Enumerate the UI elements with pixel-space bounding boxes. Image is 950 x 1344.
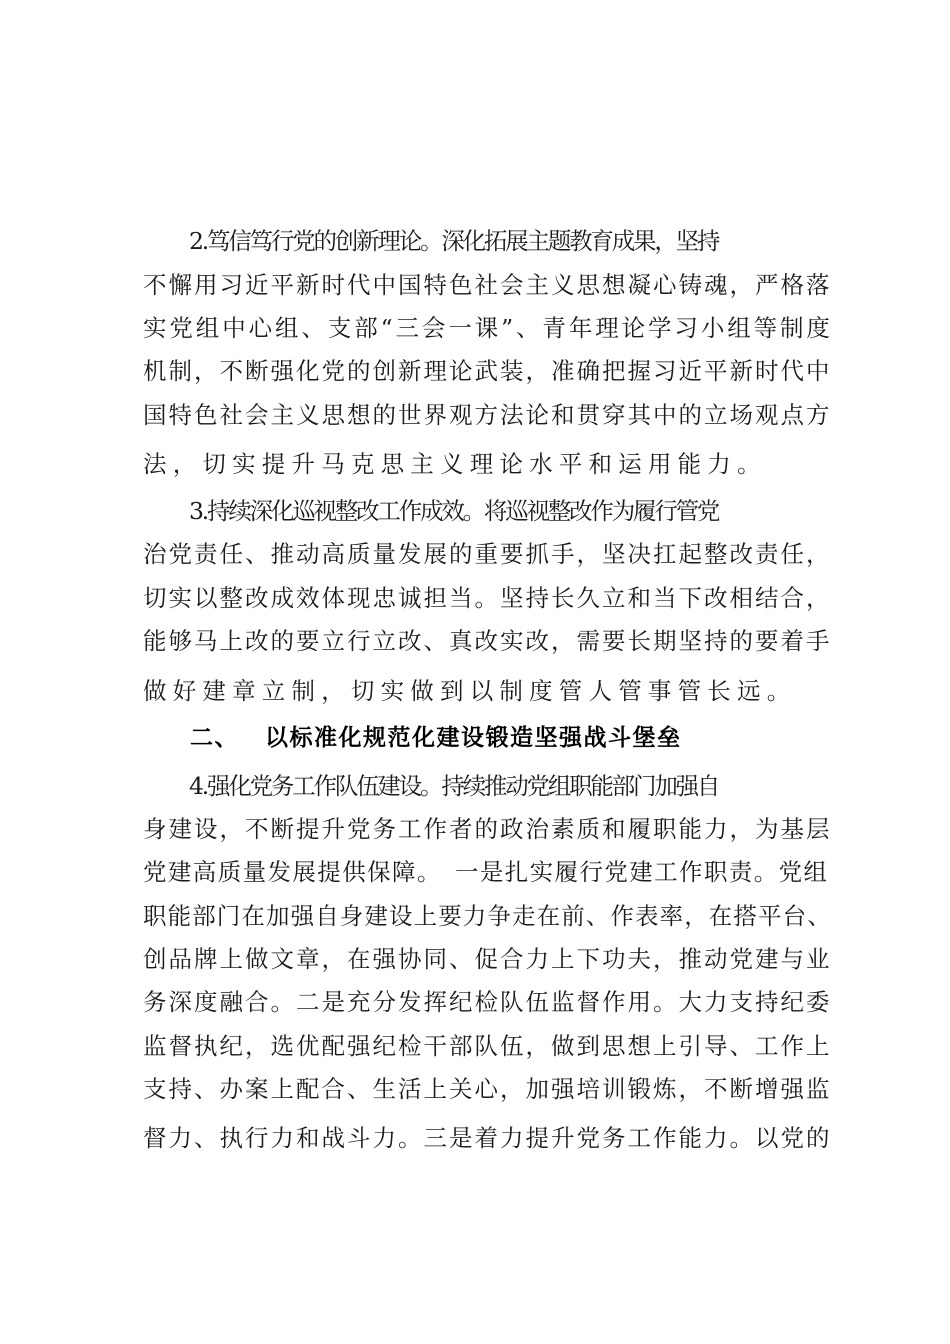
paragraph-4-line-8: 支持、办案上配合、生活上关心，加强培训锻炼，不断增强监 xyxy=(143,1075,832,1103)
paragraph-3-line-3: 切实以整改成效体现忠诚担当。坚持长久立和当下改相结合， xyxy=(143,584,832,612)
paragraph-2-line-3: 实党组中心组、支部“三会一课”、青年理论学习小组等制度 xyxy=(143,314,833,342)
paragraph-2-line-6: 法，切实提升马克思主义理论水平和运用能力。 xyxy=(143,450,767,478)
paragraph-2-line-5: 国特色社会主义思想的世界观方法论和贯穿其中的立场观点方 xyxy=(143,401,832,429)
paragraph-3-line-4: 能够马上改的要立行立改、真改实改，需要长期坚持的要着手 xyxy=(143,627,832,655)
section-heading-text: 以标准化规范化建设锻造坚强战斗堡垒 xyxy=(265,725,682,751)
paragraph-3-line-5: 做好建章立制，切实做到以制度管人管事管长远。 xyxy=(143,677,797,705)
paragraph-3-line-1: 3.持续深化巡视整改工作成效。将巡视整改作为履行管党 xyxy=(189,497,719,525)
section-heading-number: 二、 xyxy=(190,725,239,751)
paragraph-4-line-4: 职能部门在加强自身建设上要力争走在前、作表率，在搭平台、 xyxy=(143,902,832,930)
paragraph-2-line-1: 2.笃信笃行党的创新理论。深化拓展主题教育成果，坚持 xyxy=(189,227,719,255)
paragraph-4-line-3: 党建高质量发展提供保障。 一是扎实履行党建工作职责。党组 xyxy=(143,858,829,886)
paragraph-4-line-9: 督力、执行力和战斗力。三是着力提升党务工作能力。以党的 xyxy=(143,1124,832,1152)
paragraph-4-line-6: 务深度融合。二是充分发挥纪检队伍监督作用。大力支持纪委 xyxy=(143,988,832,1016)
paragraph-3-line-2: 治党责任、推动高质量发展的重要抓手，坚决扛起整改责任， xyxy=(143,540,832,568)
paragraph-4-line-1: 4.强化党务工作队伍建设。持续推动党组职能部门加强自 xyxy=(189,772,719,800)
paragraph-4-line-7: 监督执纪，选优配强纪检干部队伍，做到思想上引导、工作上 xyxy=(143,1032,832,1060)
paragraph-2-line-2: 不懈用习近平新时代中国特色社会主义思想凝心铸魂，严格落 xyxy=(143,271,832,299)
section-heading xyxy=(190,723,682,753)
paragraph-4-line-2: 身建设，不断提升党务工作者的政治素质和履职能力，为基层 xyxy=(143,815,832,843)
paragraph-2-line-4: 机制，不断强化党的创新理论武装，准确把握习近平新时代中 xyxy=(143,357,832,385)
paragraph-4-line-5: 创品牌上做文章，在强协同、促合力上下功夫，推动党建与业 xyxy=(143,945,832,973)
